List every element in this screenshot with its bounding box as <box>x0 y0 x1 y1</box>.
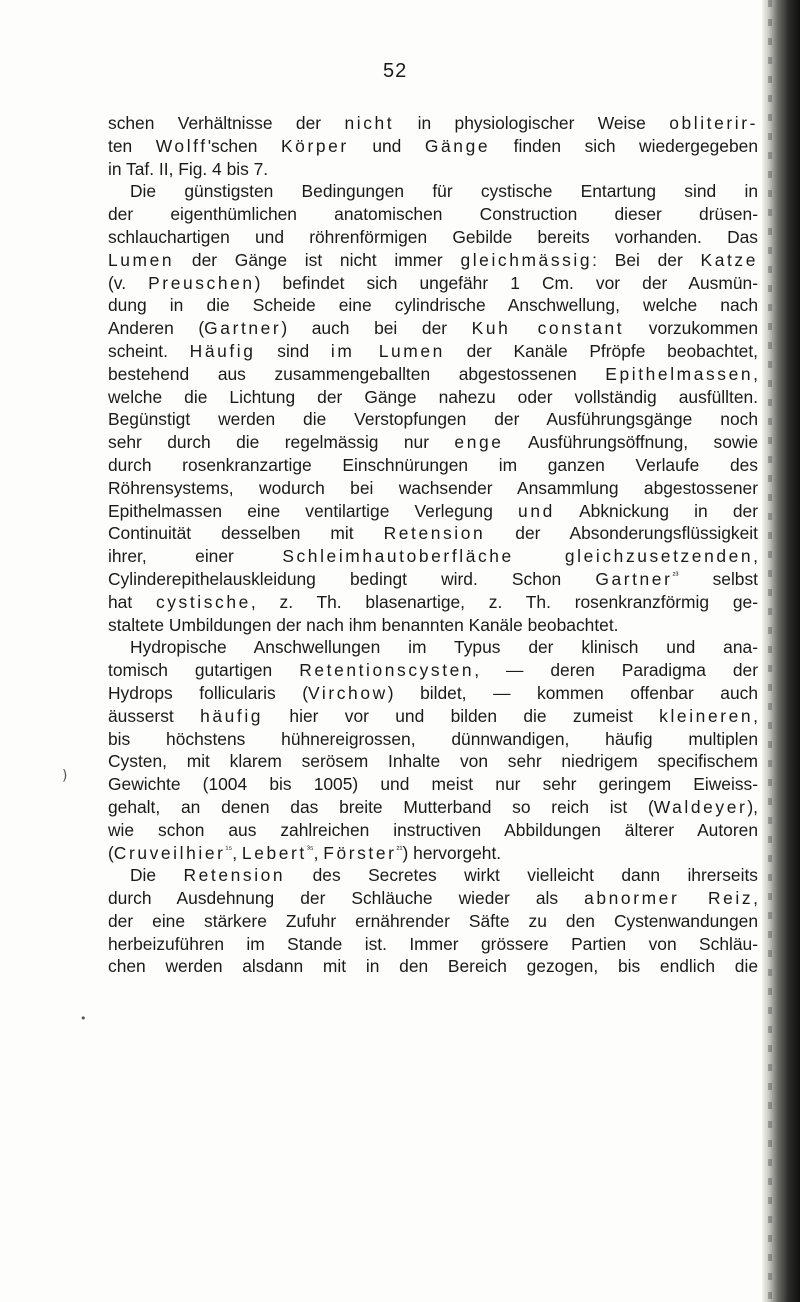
text-segment: , z. Th. blasenartige, z. Th. rosenkranzförmig ge- <box>250 591 758 612</box>
text-line <box>108 750 758 773</box>
emphasized-text: Häufig <box>189 340 256 361</box>
book-binding-edge <box>762 0 800 1302</box>
emphasized-text: häufig <box>200 705 264 726</box>
emphasized-text: enge <box>454 432 504 453</box>
emphasized-text: Gänge <box>424 135 491 156</box>
text-segment: in Taf. II, Fig. 4 bis 7. <box>108 158 269 179</box>
text-segment: hier vor und bilden die zumeist <box>263 705 660 726</box>
text-segment: vorzukommen <box>624 318 758 339</box>
text-line <box>108 591 758 614</box>
text-line <box>108 636 758 659</box>
text-segment: , — deren Paradigma der <box>474 660 758 681</box>
text-segment: , <box>753 546 758 567</box>
text-line <box>108 842 758 865</box>
text-line <box>108 773 758 796</box>
text-segment: : Bei der <box>592 249 701 270</box>
emphasized-text: Gartner <box>204 318 282 339</box>
text-segment: der eine stärkere Zufuhr ernährender Säfte zu den Cystenwandungen <box>108 910 758 931</box>
text-segment: sind <box>255 340 331 361</box>
text-segment: äusserst <box>108 705 201 726</box>
emphasized-text: Epithelmassen <box>605 363 754 384</box>
text-segment: , <box>753 705 758 726</box>
text-line <box>108 454 758 477</box>
emphasized-text: Waldeyer <box>653 796 748 817</box>
text-segment: bestehend aus zusammengeballten abgestossenen <box>108 363 606 384</box>
text-segment: Hydrops follicularis ( <box>108 682 309 703</box>
emphasized-text: Cruveilhier <box>113 842 226 863</box>
text-segment: Hydropische Anschwellungen im Typus der klinisch und ana- <box>130 637 758 658</box>
emphasized-text: und <box>518 500 555 521</box>
text-line <box>108 614 758 637</box>
text-segment: Abknickung in der <box>554 500 758 521</box>
text-segment: der Gänge ist nicht immer <box>174 249 461 270</box>
text-segment: ) bildet, — kommen offenbar auch <box>387 682 758 703</box>
footnote-reference: ²¹ <box>396 843 403 854</box>
emphasized-text: Förster <box>323 842 397 863</box>
text-segment: durch Ausdehnung der Schläuche wieder als <box>108 888 585 909</box>
text-segment: finden sich wiedergegeben <box>490 135 758 156</box>
text-segment: Begünstigt werden die Verstopfungen der Ausführungsgänge noch <box>108 409 758 430</box>
text-segment: schlauchartigen und röhrenförmigen Gebilde bereits vorhanden. Das <box>108 226 758 247</box>
text-line <box>108 933 758 956</box>
emphasized-text: Retentionscysten <box>299 660 475 681</box>
text-segment: , <box>313 842 324 863</box>
emphasized-text: nicht <box>344 113 395 133</box>
text-segment: Röhrensystems, wodurch bei wachsender Ansammlung abgestossener <box>108 477 758 498</box>
text-segment: 'schen <box>207 135 281 156</box>
text-segment: Ausführungsöffnung, sowie <box>503 432 758 453</box>
text-line <box>108 910 758 933</box>
text-segment: dung in die Scheide eine cylindrische Anschwellung, welche nach <box>108 295 758 316</box>
text-segment: Die günstigsten Bedingungen für cystische Entartung sind in <box>130 181 758 202</box>
text-segment: ) hervorgeht. <box>402 842 502 863</box>
text-segment: Continuität desselben mit <box>108 523 384 544</box>
text-line <box>108 545 758 568</box>
text-segment: (v. <box>108 272 149 293</box>
text-segment: und <box>348 135 425 156</box>
text-segment: wie schon aus zahlreichen instructiven Abbildungen älterer Autoren <box>108 819 758 840</box>
emphasized-text: Lebert <box>241 842 307 863</box>
text-line <box>108 112 758 135</box>
emphasized-text: Kuh constant <box>471 318 625 339</box>
text-segment: hat <box>108 591 156 612</box>
text-segment: welche die Lichtung der Gänge nahezu oder vollständig ausfüllten. <box>108 386 758 407</box>
text-segment: herbeizuführen im Stande ist. Immer grössere Partien von Schläu- <box>108 933 758 954</box>
text-segment: gehalt, an denen das breite Mutterband so reich ist ( <box>108 796 654 817</box>
text-line <box>108 226 758 249</box>
text-line <box>108 705 758 728</box>
emphasized-text: im Lumen <box>330 340 445 361</box>
text-line <box>108 135 758 158</box>
text-segment: Cylinderepithelauskleidung bedingt wird. Schon <box>108 568 596 589</box>
text-line <box>108 249 758 272</box>
emphasized-text: Preuschen <box>148 272 255 293</box>
text-line <box>108 408 758 431</box>
emphasized-text: cystische <box>155 591 251 612</box>
text-line <box>108 568 758 591</box>
text-line <box>108 659 758 682</box>
text-segment: ( <box>108 842 114 863</box>
page-number: 52 <box>383 60 408 82</box>
emphasized-text: Gartner <box>595 568 673 589</box>
text-line <box>108 386 758 409</box>
text-line <box>108 203 758 226</box>
text-segment: Epithelmassen eine ventilartige Verlegung <box>108 500 519 521</box>
text-segment: Die <box>130 865 184 886</box>
text-line <box>108 864 758 887</box>
text-line <box>108 522 758 545</box>
text-segment: tomisch gutartigen <box>108 660 300 681</box>
emphasized-text: Virchow <box>308 682 388 703</box>
text-line <box>108 180 758 203</box>
text-segment: bis höchstens hühnereigrossen, dünnwandigen, häufig multiplen <box>108 728 758 749</box>
text-segment: chen werden alsdann mit in den Bereich gezogen, bis endlich die <box>108 956 758 977</box>
emphasized-text: Katze <box>700 249 758 270</box>
margin-dot-mark: • <box>80 1012 87 1025</box>
text-segment: der Absonderungsflüssigkeit <box>485 523 758 544</box>
text-line <box>108 728 758 751</box>
emphasized-text: kleineren <box>659 705 754 726</box>
emphasized-text: obliterir- <box>669 113 758 133</box>
text-segment: ten <box>108 135 156 156</box>
emphasized-text: Retension <box>383 523 486 544</box>
text-line <box>108 477 758 500</box>
text-segment: der Kanäle Pfröpfe beobachtet, <box>444 340 758 361</box>
text-segment: schen Verhältnisse der <box>108 113 345 133</box>
text-segment: , <box>753 363 758 384</box>
text-segment: ), <box>747 796 758 817</box>
footnote-reference: ³⁵ <box>306 843 314 854</box>
text-line <box>108 340 758 363</box>
text-segment: ihrer, einer <box>108 546 283 567</box>
text-segment: ) auch bei der <box>281 318 472 339</box>
text-line <box>108 431 758 454</box>
text-segment: ) befindet sich ungefähr 1 Cm. vor der Ausmün- <box>254 272 758 293</box>
text-line <box>108 955 758 978</box>
emphasized-text: gleichmässig <box>460 249 593 270</box>
emphasized-text: abnormer Reiz <box>584 888 754 909</box>
text-line <box>108 158 758 181</box>
margin-bracket-mark: ) <box>62 768 68 784</box>
text-segment: des Secretes wirkt vielleicht dann ihrerseits <box>285 865 758 886</box>
text-line <box>108 819 758 842</box>
text-line <box>108 272 758 295</box>
emphasized-text: Schleimhautoberfläche gleichzusetzenden <box>282 546 754 567</box>
text-segment: , <box>753 888 758 909</box>
emphasized-text: Körper <box>280 135 349 156</box>
text-segment: Anderen ( <box>108 318 205 339</box>
text-segment: staltete Umbildungen der nach ihm benannten Kanäle beobachtet. <box>108 614 619 635</box>
emphasized-text: Retension <box>183 865 286 886</box>
text-line <box>108 363 758 386</box>
text-segment: scheint. <box>108 340 190 361</box>
footnote-reference: ¹⁵ <box>225 843 233 854</box>
text-line <box>108 682 758 705</box>
text-segment: selbst <box>678 568 758 589</box>
text-segment: der eigenthümlichen anatomischen Construction dieser drüsen- <box>108 204 758 225</box>
emphasized-text: Lumen <box>108 249 175 270</box>
text-segment: in physiologischer Weise <box>394 113 670 133</box>
text-line <box>108 796 758 819</box>
text-segment: durch rosenkranzartige Einschnürungen im ganzen Verlaufe des <box>108 454 758 475</box>
text-line <box>108 294 758 317</box>
footnote-reference: ²³ <box>672 570 679 581</box>
text-segment: Gewichte (1004 bis 1005) und meist nur sehr geringem Eiweiss- <box>108 774 758 795</box>
text-line <box>108 500 758 523</box>
body-text <box>108 112 758 978</box>
text-segment: , <box>232 842 242 863</box>
text-segment: sehr durch die regelmässig nur <box>108 432 455 453</box>
text-segment: Cysten, mit klarem serösem Inhalte von sehr niedrigem specifischem <box>108 751 758 772</box>
text-line <box>108 887 758 910</box>
emphasized-text: Wolff <box>155 135 208 156</box>
text-line <box>108 317 758 340</box>
